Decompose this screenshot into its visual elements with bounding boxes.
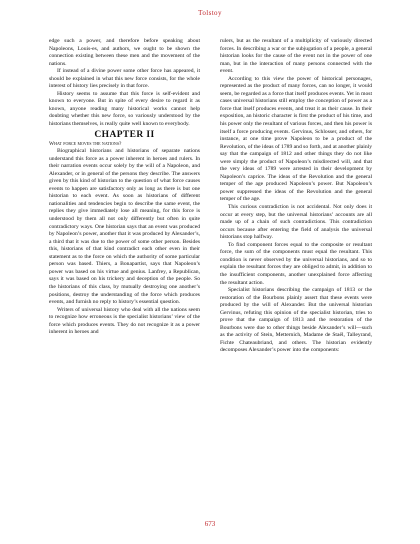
paragraph: Writers of universal history who deal with all the nations seem to recognize how erroneous is the specialist historians’ view of the force which produces events. They do not recognize it as a power inherent in heroes and [49, 306, 200, 336]
paragraph: Specialist historians describing the campaign of 1813 or the restoration of the Bourbons plainly assert that these events were produced by the will of Alexander. But the universal historian Gervinus, refuting this opinion of the specialist historian, tries to prove that the campaign of 1813 and the restoration of the Bourbons were due to other things beside Alexander’s will—such as the activity of Stein, Metternich, Madame de Staël, Talleyrand, Fichte Chateaubriand, and others. The historian evidently decomposes Alexander’s power into the components: [220, 287, 372, 354]
paragraph: rulers, but as the resultant of a multiplicity of variously directed forces. In describing a war or the subjugation of a people, a general historian looks for the cause of the event not in the power of one man, but in the interaction of many persons connected with the event. [220, 38, 372, 75]
chapter-subheading: What force moves the nations? [49, 140, 122, 147]
paragraph: This curious contradiction is not accidental. Not only does it occur at every step, but the universal historians’ accounts are all made up of a chain of such contradictions. This contradiction occurs because after entering the field of analysis the universal historians stop halfway. [220, 204, 372, 241]
paragraph: According to this view the power of historical personages, represented as the product of many forces, can no longer, it would seem, be regarded as a force that itself produces events. Yet in most cases universal historians still employ the conception of power as a force that itself produces events, and treat it as their cause. In their exposition, an historic character is first the product of his time, and his power only the resultant of various forces, and then his power is itself a force producing events. Gervinus, Schlosser, and others, for instance, at one time prove Napoleon to be a product of the Revolution, of the ideas of 1789 and so forth, and at another plainly say that the campaign of 1812 and other things they do not like were simply the product of Napoleon’s misdirected will, and that the very ideas of 1789 were arrested in their development by Napoleon’s caprice. The ideas of the Revolution and the general temper of the age produced Napoleon’s power. But Napoleon’s power suppressed the ideas of the Revolution and the general temper of the age. [220, 75, 372, 203]
page-number: 673 [204, 520, 216, 528]
paragraph: History seems to assume that this force is self-evident and known to everyone. But in spite of every desire to regard it as known, anyone reading many historical works cannot help doubting whether this new force, so variously understood by the historians themselves, is really quite well known to everybody. [49, 90, 200, 128]
paragraph: If instead of a divine power some other force has appeared, it should be explained in what this new force consists, for the whole interest of history lies precisely in that force. [49, 68, 200, 90]
paragraph: edge such a power, and therefore before speaking about Napoleons, Louis-es, and authors, we ought to be shown the connection existing between these men and the movement of the nations. [49, 38, 200, 67]
running-head: Tolstoy [198, 9, 222, 17]
left-column [49, 38, 200, 337]
right-column [220, 38, 372, 355]
chapter-heading: CHAPTER II [94, 129, 155, 140]
paragraph: To find component forces equal to the composite or resultant force, the sum of the components must equal the resultant. This condition is never observed by the universal historians, and so to explain the resultant forces they are obliged to admit, in addition to the insufficient components, another unexplained force affecting the resultant action. [220, 241, 372, 286]
paragraph: Biographical historians and historians of separate nations understand this force as a power inherent in heroes and rulers. In their narration events occur solely by the will of a Napoleon, and Alexander, or in general of the persons they describe. The answers given by this kind of historian to the question of what force causes events to happen are satisfactory only as long as there is but one historian to each event. As soon as historians of different nationalities and tendencies begin to describe the same event, the replies they give immediately lose all meaning, for this force is understood by them all not only differently but often in quite contradictory ways. One historian says that an event was produced by Napoleon’s power, another that it was produced by Alexander’s, a third that it was due to the power of some other person. Besides this, historians of that kind contradict each other even in their statement as to the force on which the authority of some particular person was based. Thiers, a Bonapartist, says that Napoleon’s power was based on his virtue and genius. Lanfrey, a Republican, says it was based on his trickery and deception of the people. So the historians of this class, by mutually destroying one another’s positions, destroy the understanding of the force which produces events, and furnish no reply to history’s essential question. [49, 148, 200, 306]
